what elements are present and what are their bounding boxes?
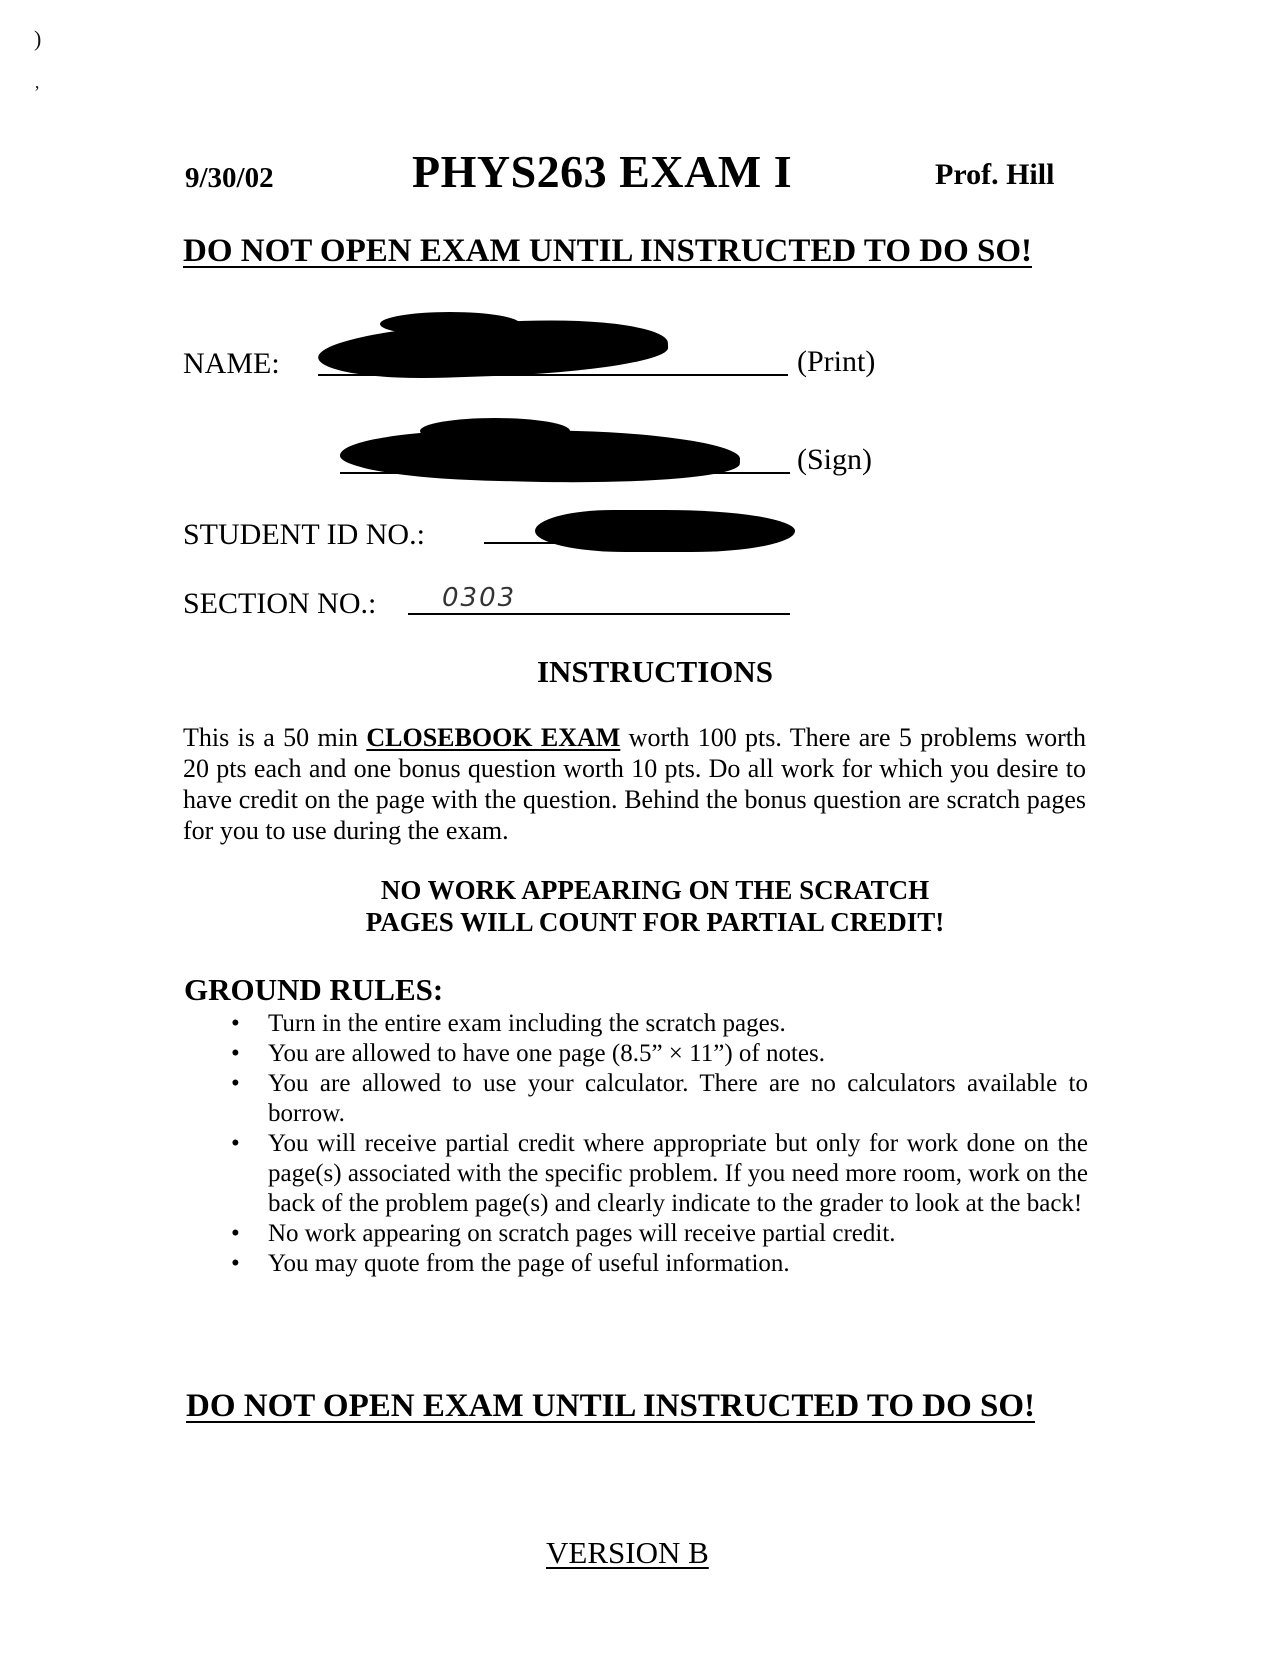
rule-text: No work appearing on scratch pages will receive partial credit. (268, 1220, 896, 1247)
bullet-icon: • (231, 1070, 240, 1097)
stray-mark: ) (34, 26, 42, 51)
list-item (228, 1219, 1088, 1249)
instructions-text: worth 100 pts. There are 5 problems worth 20 pts each and one bonus question worth 10 pts. Do all work for which you desire to have credit on the page with the question. Behind the bonus question are scratch pages for you to use during the exam. (183, 723, 1086, 845)
scratch-notice (0, 874, 1280, 938)
scratch-notice-line: NO WORK APPEARING ON THE SCRATCH (380, 875, 930, 905)
exam-date: 9/30/02 (185, 162, 274, 194)
instructions-heading-text: INSTRUCTIONS (536, 654, 773, 689)
bullet-icon: • (231, 1220, 240, 1247)
section-value: 0303 (442, 583, 517, 613)
closebook-emphasis: CLOSEBOOK EXAM (366, 723, 621, 752)
exam-version: VERSION B (546, 1535, 709, 1570)
instructions-paragraph (183, 722, 1086, 846)
name-label: NAME: (183, 347, 280, 380)
list-item (228, 1249, 1088, 1279)
signature-redaction (420, 418, 570, 444)
rule-text: You will receive partial credit where appropriate but only for work done on the page(s) associated with the specific problem. If you need more room, work on the back of the problem page(s) and clearly indicate to the grader to look at the back! (268, 1130, 1088, 1217)
bullet-icon: • (231, 1250, 240, 1277)
stray-mark: ’ (34, 82, 40, 102)
warning-top: DO NOT OPEN EXAM UNTIL INSTRUCTED TO DO SO! (183, 233, 1032, 269)
list-item (228, 1009, 1088, 1039)
student-id-redaction (535, 510, 795, 552)
list-item (228, 1039, 1088, 1069)
ground-rules-list (228, 1009, 1088, 1279)
bullet-icon: • (231, 1040, 240, 1067)
list-item (228, 1069, 1088, 1129)
rule-text: You may quote from the page of useful information. (268, 1250, 790, 1277)
bullet-icon: • (231, 1010, 240, 1037)
print-hint: (Print) (797, 345, 876, 378)
name-redaction (380, 312, 520, 336)
rule-text: Turn in the entire exam including the scratch pages. (268, 1010, 786, 1037)
scratch-notice-line: PAGES WILL COUNT FOR PARTIAL CREDIT! (365, 907, 945, 937)
rule-text: You are allowed to have one page (8.5” × 11”) of notes. (268, 1040, 825, 1067)
ground-rules-heading: GROUND RULES: (184, 972, 444, 1007)
instructions-heading (0, 654, 1280, 690)
student-id-label: STUDENT ID NO.: (183, 518, 425, 551)
exam-title: PHYS263 EXAM I (412, 146, 793, 197)
rule-text: You are allowed to use your calculator. There are no calculators available to borrow. (268, 1070, 1088, 1127)
bullet-icon: • (231, 1130, 240, 1157)
list-item (228, 1129, 1088, 1219)
warning-bottom: DO NOT OPEN EXAM UNTIL INSTRUCTED TO DO SO! (186, 1388, 1035, 1424)
instructions-text: This is a 50 min (183, 723, 367, 752)
section-field[interactable] (408, 613, 790, 615)
section-label: SECTION NO.: (183, 587, 377, 620)
sign-hint: (Sign) (797, 443, 872, 476)
professor-name: Prof. Hill (935, 158, 1055, 191)
